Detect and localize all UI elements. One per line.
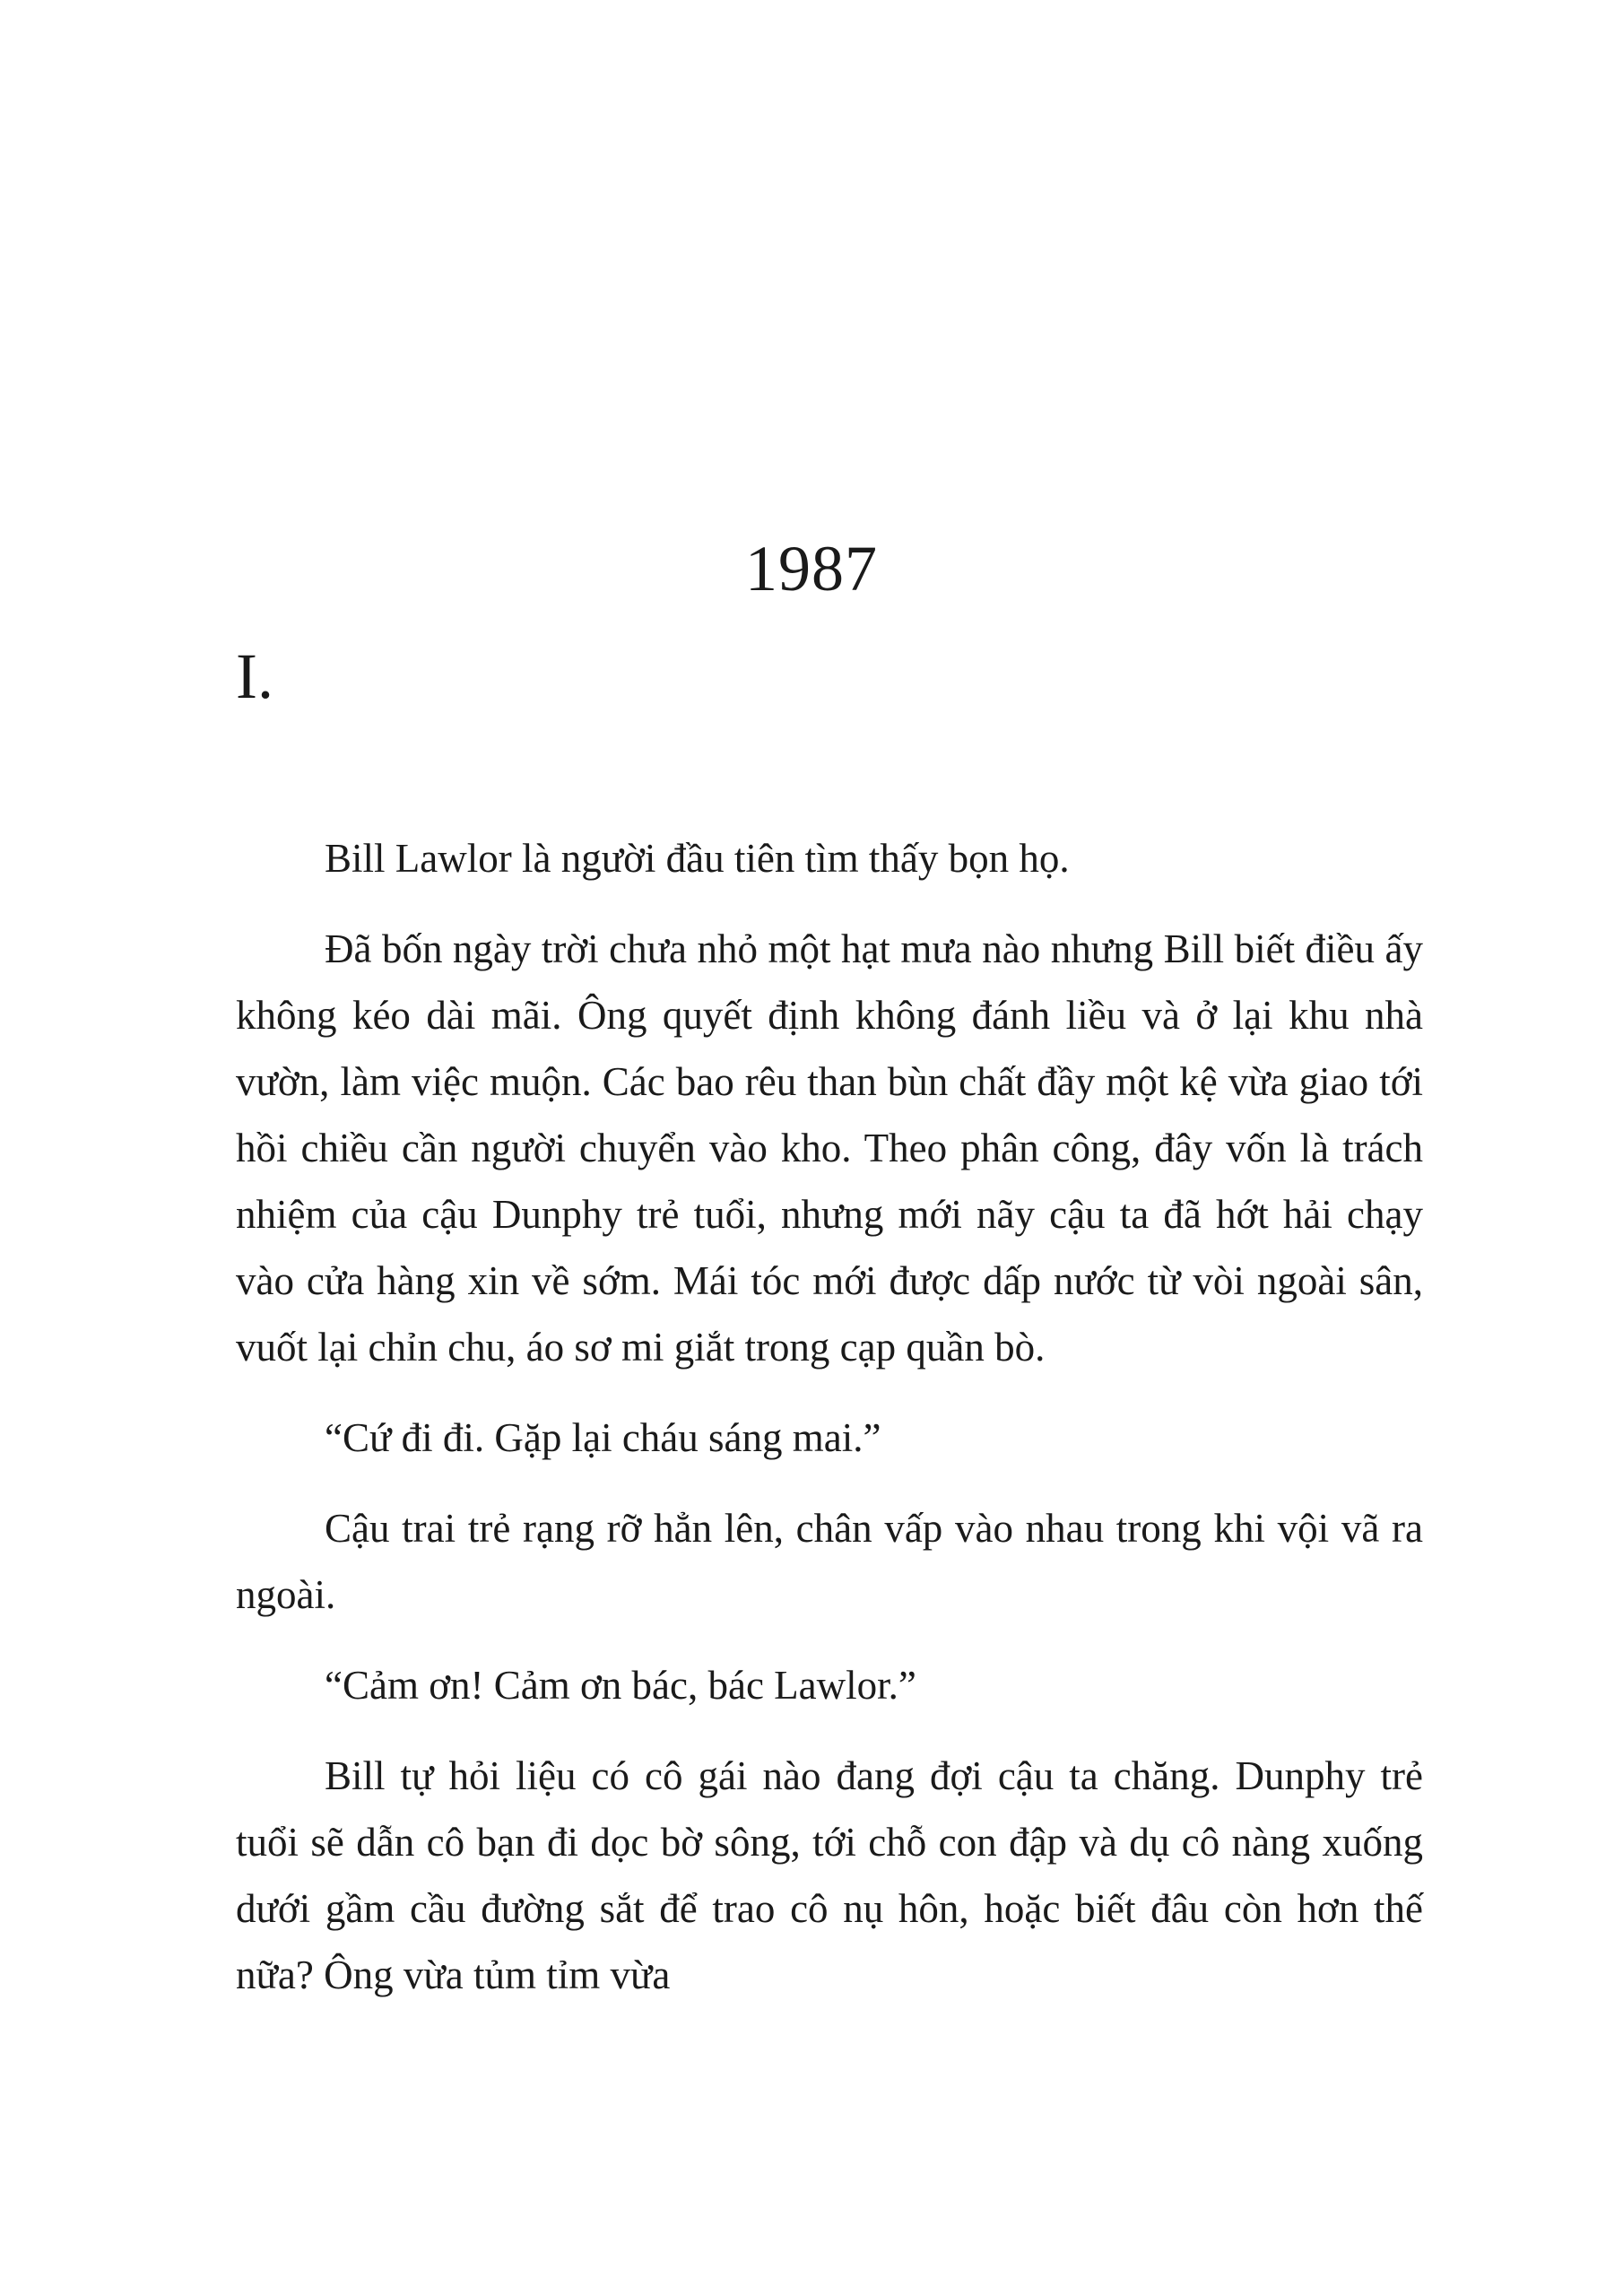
paragraph: Bill tự hỏi liệu có cô gái nào đang đợi cậu ta chăng. Dunphy trẻ tuổi sẽ dẫn cô bạn đi dọc bờ sông, tới chỗ con đập và dụ cô nàng xuống dưới gầm cầu đường sắt để trao cô nụ hôn, hoặc biết đâu còn hơn thế nữa? Ông vừa tủm tỉm vừa [236, 1753, 1423, 1997]
paragraph: Cậu trai trẻ rạng rỡ hẳn lên, chân vấp vào nhau trong khi vội vã ra ngoài. [236, 1506, 1423, 1617]
dialogue-paragraph: “Cảm ơn! Cảm ơn bác, bác Lawlor.” [325, 1663, 916, 1708]
paragraph: Đã bốn ngày trời chưa nhỏ một hạt mưa nào nhưng Bill biết điều ấy không kéo dài mãi. Ông quyết định không đánh liều và ở lại khu nhà vườn, làm việc muộn. Các bao rêu than bùn chất đầy một kệ vừa giao tới hồi chiều cần người chuyển vào kho. Theo phân công, đây vốn là trách nhiệm của cậu Dunphy trẻ tuổi, nhưng mới nãy cậu ta đã hớt hải chạy vào cửa hàng xin về sớm. Mái tóc mới được dấp nước từ vòi ngoài sân, vuốt lại chỉn chu, áo sơ mi giắt trong cạp quần bò. [236, 926, 1423, 1370]
paragraph: Bill Lawlor là người đầu tiên tìm thấy bọn họ. [325, 836, 1070, 881]
section-year-heading: 1987 [745, 533, 878, 604]
dialogue-paragraph: “Cứ đi đi. Gặp lại cháu sáng mai.” [325, 1415, 881, 1460]
body-text [236, 825, 1423, 2032]
chapter-number-heading: I. [236, 640, 273, 712]
